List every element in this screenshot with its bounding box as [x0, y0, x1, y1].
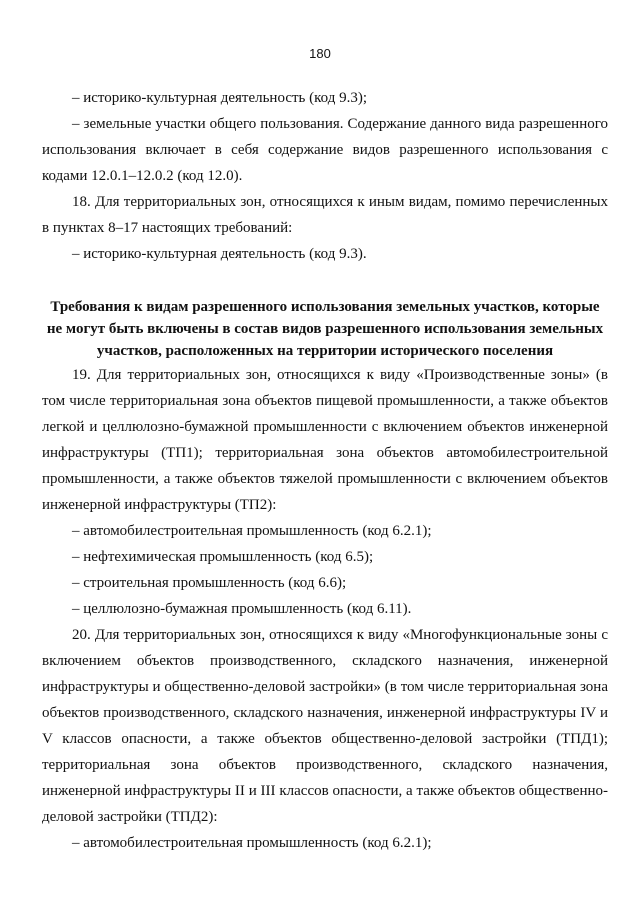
- paragraph: 18. Для территориальных зон, относящихся к иным видам, помимо перечисленных в пунктах 8–17 настоящих требований:: [42, 194, 608, 236]
- list-item: – историко-культурная деятельность (код 9.3);: [72, 90, 368, 106]
- paragraph: 19. Для территориальных зон, относящихся к виду «Производственные зоны» (в том числе территориальная зона объектов пищевой промышленности, а также объектов легкой и целлюлозно-бумажной промышленности с включением объектов инженерной инфраструктуры (ТП1); территориальная зона объектов автомобилестроительной промышленности, а также объектов тяжелой промышленности с включением объектов инженерной инфраструктуры (ТП2):: [42, 367, 608, 513]
- list-item: – автомобилестроительная промышленность (код 6.2.1);: [72, 523, 432, 539]
- document-body: [42, 85, 608, 856]
- list-item: – строительная промышленность (код 6.6);: [72, 575, 347, 591]
- section-heading: Требования к видам разрешенного использования земельных участков, которые не могут быть включены в состав видов разрешенного использования земельных участков, расположенных на территории исторического поселения: [46, 299, 604, 359]
- list-item: – целлюлозно-бумажная промышленность (код 6.11).: [72, 601, 412, 617]
- page-number: 180: [309, 46, 331, 61]
- list-item: – автомобилестроительная промышленность (код 6.2.1);: [72, 835, 432, 851]
- list-item: – нефтехимическая промышленность (код 6.5);: [72, 549, 374, 565]
- list-item: – историко-культурная деятельность (код 9.3).: [72, 246, 367, 262]
- list-item: – земельные участки общего пользования. Содержание данного вида разрешенного использования включает в себя содержание видов разрешенного использования с кодами 12.0.1–12.0.2 (код 12.0).: [42, 116, 608, 184]
- paragraph: 20. Для территориальных зон, относящихся к виду «Многофункциональные зоны с включением объектов производственного, складского назначения, инженерной инфраструктуры и общественно-деловой застройки» (в том числе территориальная зона объектов производственного, складского назначения, инженерной инфраструктуры IV и V классов опасности, а также объектов общественно-деловой застройки (ТПД1); территориальная зона объектов производственного, складского назначения, инженерной инфраструктуры II и III классов опасности, а также объектов общественно-деловой застройки (ТПД2):: [42, 627, 608, 825]
